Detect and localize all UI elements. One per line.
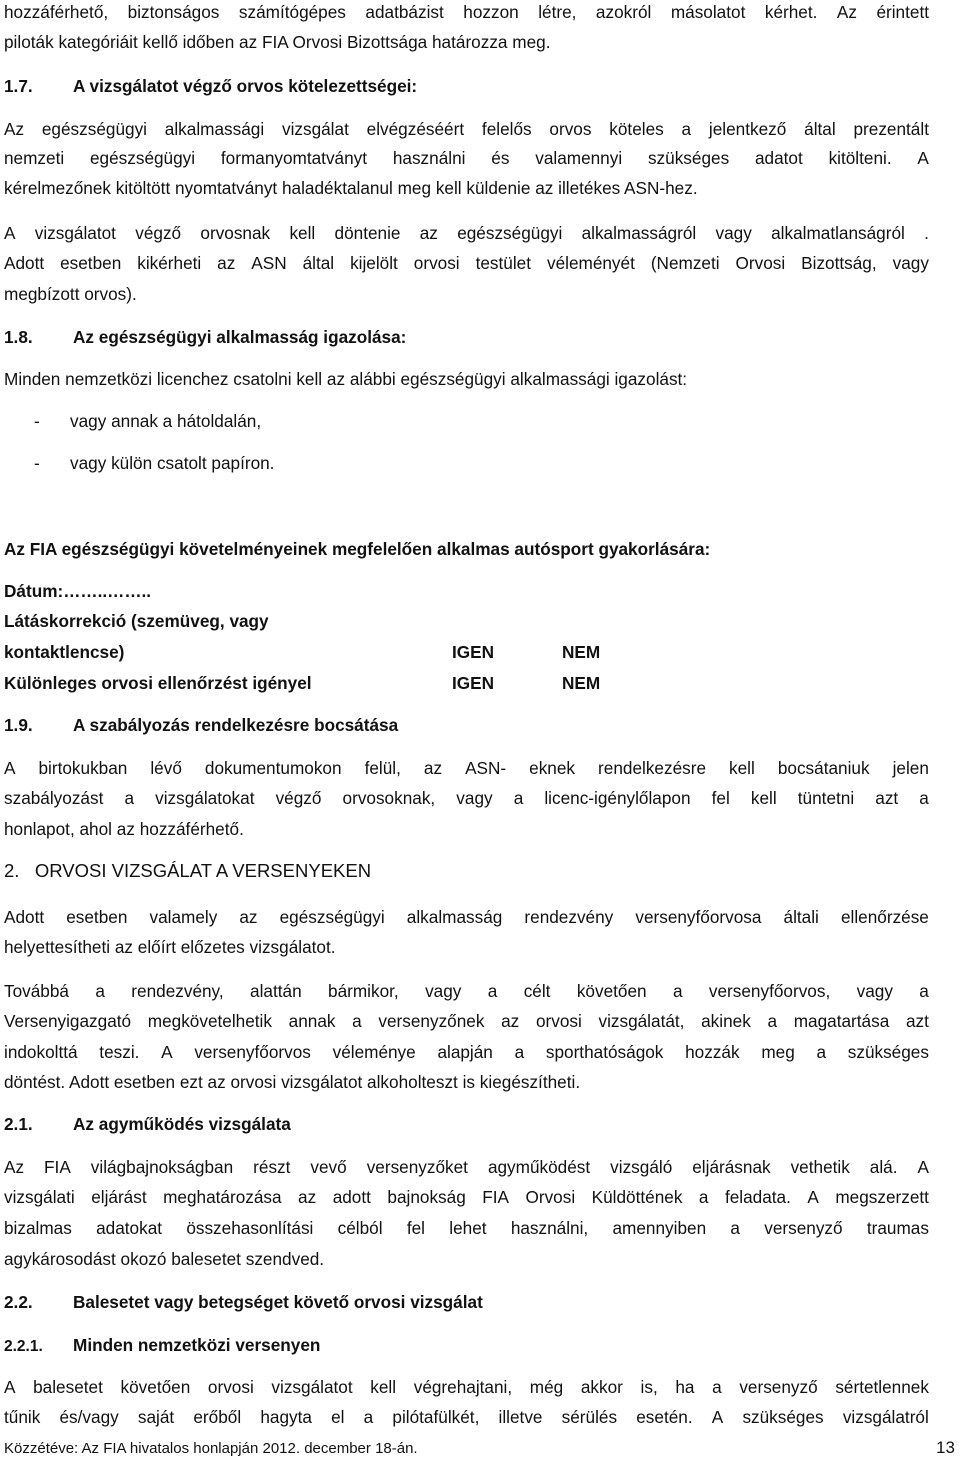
word: felül, (364, 758, 401, 778)
word: lévő (150, 758, 182, 778)
word: és/vagy (59, 1407, 119, 1427)
word: esetben (60, 253, 122, 273)
word: hagyta (260, 1407, 312, 1427)
word: célt (523, 981, 551, 1001)
word: a (352, 1011, 362, 1031)
word: részt (253, 1157, 291, 1177)
section-heading-2-1 (4, 1113, 291, 1135)
word: a (672, 981, 683, 1001)
word: licenc-igénylőlapon (544, 788, 691, 808)
word: balesetet (33, 1377, 103, 1397)
form-title: Az FIA egészségügyi követelményeinek megfelelően alkalmas autósport gyakorlására: (4, 539, 711, 559)
word: a (698, 1187, 709, 1207)
paragraph-line (4, 252, 929, 274)
word: a (95, 981, 105, 1001)
word: Bizottság, (801, 253, 877, 273)
word: a (514, 1042, 525, 1062)
word: A (4, 1377, 16, 1397)
word: véleménye (332, 1042, 416, 1062)
word: Versenyigazgató (4, 1011, 132, 1031)
word: is, (640, 1377, 658, 1397)
word: pilótafülkét, (392, 1407, 480, 1427)
section-title: Balesetet vagy betegséget követő orvosi vizsgálat (73, 1292, 483, 1312)
word: a (124, 788, 135, 808)
word: sértetlennek (835, 1377, 929, 1397)
word: feladata. (724, 1187, 791, 1207)
word: kikérheti (137, 253, 202, 273)
section-heading-1-8 (4, 326, 406, 348)
word: végző (135, 223, 182, 243)
word: A (4, 223, 16, 243)
word: a (513, 788, 524, 808)
word: versenyző (764, 1218, 843, 1238)
form-option-nem: NEM (562, 673, 601, 693)
word: érintett (876, 2, 929, 22)
word: nemzeti (4, 148, 65, 168)
word: erőből (193, 1407, 242, 1427)
paragraph-line (4, 147, 929, 169)
section-number: 2.2. (4, 1292, 33, 1312)
word: tűnik (4, 1407, 41, 1427)
form-date-field: Dátum:……..…….. (4, 581, 152, 601)
word: fel (406, 1218, 425, 1238)
word: Az (4, 119, 25, 139)
word: kitölteni. (828, 148, 892, 168)
section-heading-2-2-1 (4, 1334, 320, 1358)
word: elvégzéséért (366, 119, 465, 139)
word: kell (289, 223, 316, 243)
word: dokumentumokon (204, 758, 342, 778)
word: versenyzőnek (378, 1011, 485, 1031)
word: A (917, 148, 929, 168)
paragraph-line (4, 1010, 929, 1032)
word: FIA (44, 1157, 71, 1177)
word: kijelölt (350, 253, 398, 273)
paragraph-line (4, 1217, 929, 1239)
paragraph-line (4, 1, 929, 23)
word: használni, (510, 1218, 589, 1238)
word: vizsgálatát, (598, 1011, 685, 1031)
word: alattán (250, 981, 302, 1001)
word: a (767, 1011, 778, 1031)
section-title: Az egészségügyi alkalmasság igazolása: (73, 327, 407, 347)
word: meghatározása (163, 1187, 282, 1207)
word: szabályozást (4, 788, 104, 808)
section-number: 1.9. (4, 715, 33, 735)
word: hozzák (685, 1042, 740, 1062)
paragraph-line: honlapot, ahol az hozzáférhető. (4, 819, 244, 839)
word: saját (137, 1407, 175, 1427)
word: Továbbá (4, 981, 69, 1001)
paragraph-line: piloták kategóriáit kellő időben az FIA Orvosi Bizottsága határozza meg. (4, 32, 551, 52)
word: Az (836, 2, 857, 22)
word: . (924, 223, 929, 243)
word: azokról (595, 2, 652, 22)
word: kell (370, 1377, 397, 1397)
form-row-special (4, 672, 600, 694)
word: vizsgálat (281, 119, 349, 139)
word: akkor (580, 1377, 623, 1397)
word: vethetik (790, 1157, 850, 1177)
word: a (919, 981, 929, 1001)
word: végrehajtani, (413, 1377, 513, 1397)
word: esetén. (636, 1407, 693, 1427)
paragraph-line (4, 222, 929, 244)
word: az (239, 907, 258, 927)
word: az (501, 1011, 520, 1031)
word: A (161, 1042, 173, 1062)
word: alapján (437, 1042, 493, 1062)
section-heading-2 (4, 860, 371, 882)
word: döntenie (334, 223, 401, 243)
word: vizsgálati (4, 1187, 75, 1207)
word: meg (761, 1042, 795, 1062)
word: felelős (481, 119, 532, 139)
section-title: A szabályozás rendelkezésre bocsátása (73, 715, 399, 735)
word: az (298, 1187, 317, 1207)
word: vagy (456, 788, 493, 808)
word: köteles (609, 119, 664, 139)
word: követően (576, 981, 647, 1001)
word: versenyzőket (366, 1157, 468, 1177)
paragraph-line: Minden nemzetközi licenchez csatolni kell az alábbi egészségügyi alkalmassági igazolást: (4, 369, 688, 389)
section-number: 2. (4, 860, 20, 881)
word: sporthatóságok (545, 1042, 664, 1062)
form-row-vision (4, 641, 600, 663)
paragraph-line (4, 1376, 929, 1398)
word: adatokat (96, 1218, 163, 1238)
word: orvosi (535, 1011, 582, 1031)
word: adatot (754, 148, 803, 168)
paragraph-line: megbízott orvos). (4, 284, 137, 304)
word: A (807, 1187, 819, 1207)
word: traumas (866, 1218, 929, 1238)
word: illetve (498, 1407, 543, 1427)
paragraph-line (4, 1186, 929, 1208)
word: tüntetni (797, 788, 855, 808)
word: orvosi (207, 1377, 254, 1397)
word: vizsgálatot (271, 1377, 353, 1397)
word: számítógépes (238, 2, 346, 22)
word: birtokukban (38, 758, 128, 778)
word: sérülés (561, 1407, 618, 1427)
word: (Nemzeti (650, 253, 720, 273)
section-number: 1.8. (4, 327, 33, 347)
section-number: 2.1. (4, 1114, 33, 1134)
word: vagy (715, 223, 752, 243)
paragraph-line (4, 787, 929, 809)
word: az (419, 223, 438, 243)
word: vagy (425, 981, 462, 1001)
list-item-text: vagy külön csatolt papíron. (70, 453, 275, 473)
word: bajnokság (387, 1187, 466, 1207)
word: az (423, 758, 443, 778)
paragraph-line (4, 980, 929, 1002)
word: FIA (482, 1187, 509, 1207)
word: adatbázist (365, 2, 444, 22)
word: Orvosi (525, 1187, 576, 1207)
word: a (730, 1218, 740, 1238)
word: el (331, 1407, 345, 1427)
word: orvosi (413, 253, 460, 273)
word: A (711, 1407, 724, 1427)
word: esetben (66, 907, 128, 927)
word: jelen (892, 758, 929, 778)
word: végző (275, 788, 322, 808)
word: alá. (869, 1157, 898, 1177)
word: hozzáférhető, (4, 2, 109, 22)
word: Az (4, 1157, 25, 1177)
form-option-igen: IGEN (452, 642, 495, 662)
paragraph-line (4, 1406, 929, 1428)
word: használni (392, 148, 466, 168)
form-row-label: Látáskorrekció (szemüveg, vagy (4, 611, 269, 631)
word: A (4, 758, 16, 778)
word: a (816, 1042, 827, 1062)
word: a (681, 119, 692, 139)
word: ellenőrzése (840, 907, 929, 927)
word: vizsgálatot (34, 223, 116, 243)
word: vizsgáló (610, 1157, 673, 1177)
word: adott (332, 1187, 371, 1207)
word: alkalmatlanságról (771, 223, 905, 243)
word: szükséges (742, 1407, 824, 1427)
section-title: Az agyműködés vizsgálata (73, 1114, 291, 1134)
word: másolatot (670, 2, 746, 22)
word: bármikor, (328, 981, 399, 1001)
list-dash: - (34, 453, 40, 473)
word: rendezvény, (131, 981, 224, 1001)
word: általi (783, 907, 819, 927)
word: testület (475, 253, 532, 273)
list-item (4, 452, 274, 474)
paragraph-line (4, 906, 929, 928)
paragraph-line: kérelmezőnek kitöltött nyomtatványt haladéktalanul meg kell küldenie az illetékes ASN-hez. (4, 178, 698, 198)
word: rendelkezésre (598, 758, 707, 778)
paragraph-line: helyettesítheti az előírt előzetes vizsgálatot. (4, 937, 336, 957)
form-row-label: Különleges orvosi ellenőrzést igényel (4, 673, 312, 693)
word: orvos (549, 119, 592, 139)
word: szükséges (647, 148, 730, 168)
list-dash: - (34, 411, 40, 431)
word: Küldöttének (591, 1187, 683, 1207)
word: orvosoknak, (342, 788, 436, 808)
paragraph-line (4, 1156, 929, 1178)
word: vevő (310, 1157, 347, 1177)
word: célból (337, 1218, 383, 1238)
word: versenyfőorvosa (635, 907, 762, 927)
word: egészségügyi (279, 907, 385, 927)
section-heading-1-7 (4, 75, 417, 97)
paragraph-line (4, 757, 929, 779)
page-footer: Közzétéve: Az FIA hivatalos honlapján 2012. december 18-án. (4, 1440, 418, 1457)
word: vagy (856, 981, 893, 1001)
word: Orvosi (735, 253, 786, 273)
page-number: 13 (936, 1438, 955, 1457)
word: fel (711, 788, 730, 808)
word: ha (675, 1377, 695, 1397)
word: kell (750, 788, 777, 808)
word: megkövetelhetik (147, 1011, 272, 1031)
word: világbajnokságban (90, 1157, 234, 1177)
word: kérhet. (764, 2, 818, 22)
form-option-nem: NEM (562, 642, 601, 662)
word: Adott (4, 907, 45, 927)
paragraph-line: döntést. Adott esetben ezt az orvosi vizsgálatot alkoholteszt is kiegészítheti. (4, 1072, 581, 1092)
word: egészségügyi (457, 223, 563, 243)
word: vizsgálatokat (155, 788, 255, 808)
section-number: 2.2.1. (4, 1338, 43, 1355)
word: és (491, 148, 510, 168)
word: bocsátaniuk (777, 758, 870, 778)
form-option-igen: IGEN (452, 673, 495, 693)
word: teszi. (99, 1042, 140, 1062)
paragraph-line (4, 118, 929, 140)
word: akinek (701, 1011, 751, 1031)
paragraph-line (4, 1041, 929, 1063)
section-title: A vizsgálatot végző orvos kötelezettségei: (73, 76, 418, 96)
word: valamennyi (535, 148, 623, 168)
word: azt (905, 1011, 929, 1031)
word: összehasonlítási (186, 1218, 314, 1238)
word: amennyiben (612, 1218, 707, 1238)
word: megszerzett (835, 1187, 929, 1207)
word: a (363, 1407, 374, 1427)
word: formanyomtatványt (220, 148, 368, 168)
word: követően (120, 1377, 191, 1397)
word: biztonságos (127, 2, 220, 22)
word: szükséges (847, 1042, 929, 1062)
section-title: ORVOSI VIZSGÁLAT A VERSENYEKEN (34, 860, 372, 881)
word: versenyfőorvos (194, 1042, 311, 1062)
form-row-label: kontaktlencse) (4, 642, 125, 662)
list-item (4, 410, 261, 432)
section-heading-1-9 (4, 714, 398, 736)
word: alkalmasságról (581, 223, 697, 243)
word: indokolttá (4, 1042, 78, 1062)
section-number: 1.7. (4, 76, 33, 96)
word: rendezvény (524, 907, 614, 927)
word: vagy (892, 253, 929, 273)
word: eknek (529, 758, 576, 778)
word: orvosnak (200, 223, 271, 243)
word: véleményét (546, 253, 635, 273)
section-heading-2-2 (4, 1291, 483, 1313)
word: alkalmasság (406, 907, 503, 927)
word: hozzon (463, 2, 519, 22)
word: a (919, 788, 929, 808)
word: azt (875, 788, 899, 808)
paragraph-line: agykárosodást okozó balesetet szendved. (4, 1249, 325, 1269)
word: egészségügyi (89, 148, 196, 168)
word: kell (729, 758, 755, 778)
word: lehet (449, 1218, 487, 1238)
list-item-text: vagy annak a hátoldalán, (70, 411, 262, 431)
word: A (917, 1157, 929, 1177)
word: ASN- (465, 758, 507, 778)
word: még (529, 1377, 564, 1397)
word: versenyfőorvos, (708, 981, 831, 1001)
word: létre, (538, 2, 577, 22)
word: által (804, 119, 836, 139)
word: magatartása (793, 1011, 890, 1031)
word: jelentkező (708, 119, 787, 139)
word: eljárást (91, 1187, 147, 1207)
word: vizsgálatról (842, 1407, 929, 1427)
word: versenyző (739, 1377, 818, 1397)
word: a (487, 981, 498, 1001)
word: az (217, 253, 236, 273)
word: bizalmas (4, 1218, 72, 1238)
word: ASN (251, 253, 287, 273)
word: alkalmassági (164, 119, 265, 139)
word: agyműködést (487, 1157, 591, 1177)
word: valamely (149, 907, 218, 927)
section-title: Minden nemzetközi versenyen (73, 1335, 321, 1355)
word: egészségügyi (41, 119, 147, 139)
word: által (302, 253, 335, 273)
word: Adott (4, 253, 45, 273)
word: eljárásnak (692, 1157, 771, 1177)
word: prezentált (853, 119, 929, 139)
word: annak (288, 1011, 336, 1031)
word: a (712, 1377, 722, 1397)
